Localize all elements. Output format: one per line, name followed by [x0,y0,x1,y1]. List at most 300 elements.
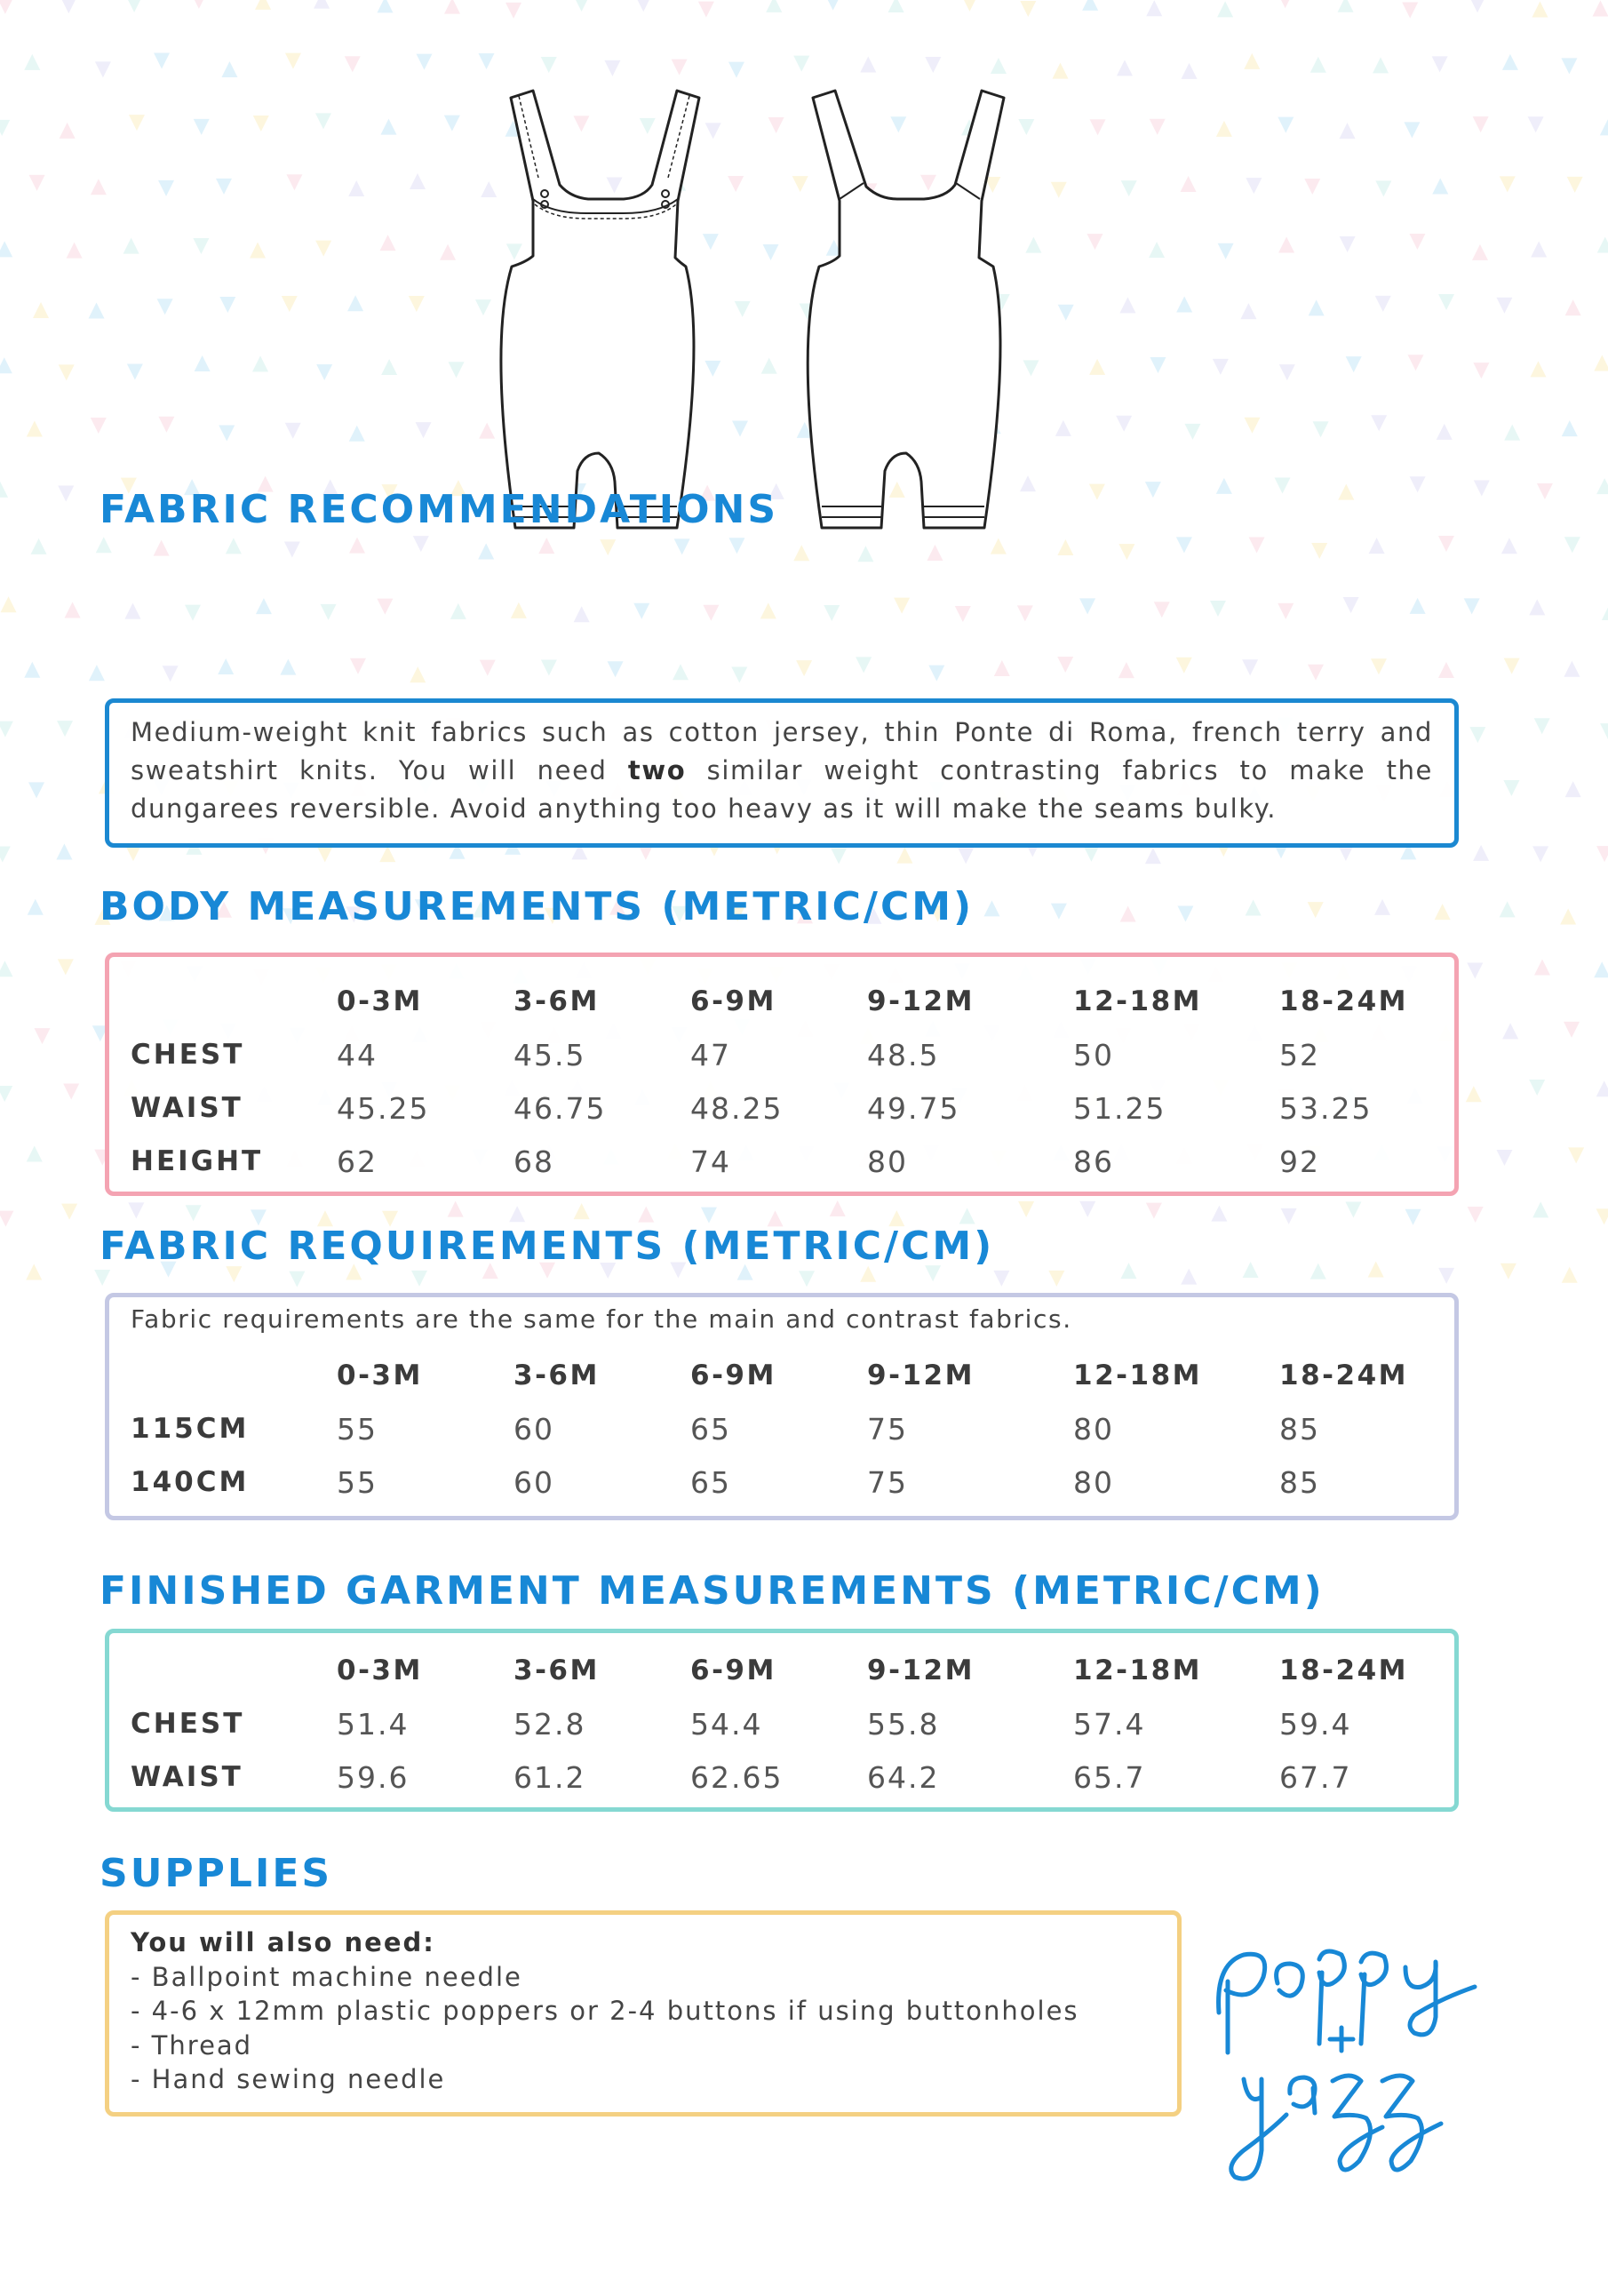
table-cell: 49.75 [867,1090,960,1126]
table-row [131,1081,1448,1135]
confetti-triangle [1502,1023,1518,1039]
confetti-triangle [1057,657,1073,673]
confetti-triangle [280,659,296,675]
confetti-triangle [350,658,366,674]
confetti-triangle [1121,180,1137,196]
confetti-triangle [1597,237,1608,253]
size-header: 3-6M [513,1654,600,1686]
confetti-triangle [1216,478,1232,494]
confetti-triangle [1564,1022,1580,1038]
confetti-triangle [31,538,47,554]
confetti-triangle [1245,418,1261,434]
confetti-triangle [377,599,393,615]
confetti-triangle [1154,602,1170,618]
table-cell: 65.7 [1073,1759,1146,1795]
confetti-triangle [348,180,364,196]
confetti-triangle [252,355,268,371]
row-label: CHEST [131,1039,245,1071]
fabric-requirements-table [131,1349,1448,1509]
size-header: 9-12M [867,1359,975,1391]
table-cell: 47 [690,1037,731,1072]
confetti-triangle [1373,57,1389,73]
confetti-triangle [250,243,266,259]
confetti-triangle [1432,56,1448,72]
confetti-triangle [1243,1262,1259,1278]
list-item: - Thread [131,2029,253,2061]
confetti-triangle [1278,237,1294,253]
confetti-triangle [1308,665,1324,681]
confetti-triangle [1279,364,1295,380]
table-cell: 67.7 [1279,1759,1352,1795]
confetti-triangle [1374,899,1390,915]
confetti-triangle [1246,899,1262,915]
confetti-triangle [1469,727,1485,743]
table-cell: 51.4 [337,1706,410,1742]
confetti-triangle [796,660,812,676]
confetti-triangle [216,179,232,195]
confetti-triangle [0,482,8,498]
confetti-triangle [124,603,140,619]
confetti-triangle [158,417,174,433]
confetti-triangle [1531,241,1547,257]
confetti-triangle [1340,123,1356,139]
confetti-triangle [0,961,12,977]
confetti-triangle [94,1270,110,1286]
confetti-triangle [1120,1263,1136,1279]
confetti-triangle [1410,476,1426,492]
confetti-triangle [608,661,624,677]
body-measurements-heading: BODY MEASUREMENTS (METRIC/CM) [100,884,975,929]
confetti-triangle [33,302,49,318]
confetti-triangle [1562,420,1578,436]
confetti-triangle [285,53,301,69]
confetti-triangle [541,660,557,676]
confetti-triangle [824,605,840,621]
confetti-triangle [1117,60,1133,76]
confetti-triangle [1338,484,1354,500]
confetti-triangle [1217,1,1233,17]
confetti-triangle [95,61,111,77]
confetti-triangle [856,657,872,673]
confetti-triangle [673,664,689,680]
confetti-triangle [860,57,876,73]
confetti-triangle [574,0,590,12]
confetti-triangle [409,296,425,312]
row-label: WAIST [131,1092,243,1124]
confetti-triangle [1275,477,1291,493]
confetti-triangle [129,115,145,131]
confetti-triangle [1375,180,1391,196]
confetti-triangle [993,1271,1009,1287]
confetti-triangle [961,0,977,12]
confetti-triangle [379,846,395,862]
confetti-triangle [1409,234,1425,250]
confetti-triangle [347,295,363,311]
confetti-triangle [1600,723,1608,739]
confetti-triangle [1473,116,1489,132]
confetti-triangle [1503,780,1519,796]
confetti-triangle [253,116,269,132]
confetti-triangle [123,238,139,254]
confetti-triangle [928,666,944,682]
table-cell: 75 [867,1464,908,1500]
confetti-triangle [1560,909,1576,925]
confetti-triangle [26,1264,42,1280]
confetti-triangle [1213,359,1229,375]
size-header: 6-9M [690,1654,776,1686]
confetti-triangle [1150,119,1166,135]
supplies-list [131,1925,1079,2097]
confetti-triangle [1438,662,1454,678]
confetti-triangle [505,3,521,19]
confetti-triangle [825,0,841,11]
confetti-triangle [413,536,429,552]
confetti-triangle [478,53,494,69]
confetti-triangle [925,57,941,73]
size-header: 0-3M [337,1359,423,1391]
table-cell: 45.5 [513,1037,586,1072]
table-cell: 50 [1073,1037,1114,1072]
confetti-triangle [1249,538,1265,554]
table-cell: 54.4 [690,1706,763,1742]
fabric-requirements-box [105,1293,1459,1520]
table-cell: 62 [337,1144,378,1179]
confetti-triangle [1176,658,1192,674]
confetti-triangle [672,60,688,76]
confetti-triangle [983,900,999,916]
confetti-triangle [0,0,13,14]
confetti-triangle [0,721,13,737]
confetti-triangle [1532,1201,1548,1217]
confetti-triangle [35,1028,51,1044]
fabric-recommendations-text: Medium-weight knit fabrics such as cotton jersey, thin Ponte di Roma, french terry and sweatshirt knits. You will need two similar weight contrasting fabrics to make the dungarees reversible. Avoid anything too heavy as it will make the seams bulky. [131,717,1433,824]
confetti-triangle [1079,1201,1095,1217]
confetti-triangle [1082,0,1098,11]
confetti-triangle [480,660,496,676]
confetti-triangle [1083,846,1099,862]
confetti-triangle [1593,1,1608,17]
confetti-triangle [1438,294,1454,310]
confetti-triangle [380,119,396,135]
size-header: 6-9M [690,1359,776,1391]
confetti-triangle [1309,299,1325,315]
confetti-triangle [185,605,201,621]
confetti-triangle [0,847,11,863]
confetti-triangle [1464,598,1480,614]
table-cell: 86 [1073,1144,1114,1179]
fabric-requirements-note: Fabric requirements are the same for the main and contrast fabrics. [131,1304,1072,1334]
fabric-requirements-heading: FABRIC REQUIREMENTS (METRIC/CM) [100,1224,995,1269]
size-header: 12-18M [1073,1359,1202,1391]
table-row [131,1135,1448,1188]
confetti-triangle [1340,236,1356,252]
confetti-triangle [731,666,747,682]
confetti-triangle [91,179,107,195]
table-cell: 80 [1073,1464,1114,1500]
confetti-triangle [226,538,242,554]
confetti-triangle [444,116,460,132]
confetti-triangle [1500,901,1516,917]
confetti-triangle [59,364,75,380]
confetti-triangle [315,113,331,129]
table-cell: 62.65 [690,1759,784,1795]
confetti-triangle [1496,298,1512,314]
confetti-triangle [1596,1208,1608,1224]
confetti-triangle [1368,1262,1384,1278]
confetti-triangle [760,602,776,618]
confetti-triangle [1596,478,1608,494]
confetti-triangle [1466,1086,1482,1102]
table-row [131,1402,1448,1455]
table-cell: 64.2 [867,1759,940,1795]
confetti-triangle [1596,1080,1608,1096]
table-cell: 51.25 [1073,1090,1166,1126]
confetti-triangle [1018,1201,1034,1217]
confetti-triangle [163,666,179,682]
confetti-triangle [1371,658,1387,674]
confetti-triangle [256,598,272,614]
confetti-triangle [1313,421,1329,437]
table-cell: 65 [690,1464,731,1500]
confetti-triangle [1244,53,1260,69]
list-item: - Hand sewing needle [131,2064,446,2094]
table-cell: 61.2 [513,1759,586,1795]
confetti-triangle [1184,424,1200,440]
confetti-triangle [28,899,44,915]
confetti-triangle [221,61,237,77]
table-cell: 46.75 [513,1090,607,1126]
confetti-triangle [1529,1080,1545,1096]
table-cell: 45.25 [337,1090,430,1126]
confetti-triangle [1600,119,1608,135]
confetti-triangle [27,421,43,437]
confetti-triangle [1502,54,1518,70]
body-measurements-table [131,975,1448,1188]
confetti-triangle [186,1205,202,1221]
confetti-triangle [289,1272,305,1288]
confetti-triangle [831,848,847,864]
table-cell: 75 [867,1411,908,1447]
confetti-triangle [91,418,107,434]
confetti-triangle [1375,296,1391,312]
confetti-triangle [0,1086,12,1102]
confetti-triangle [1468,1207,1484,1223]
confetti-triangle [317,846,333,862]
confetti-triangle [1532,1,1548,17]
confetti-triangle [29,175,45,191]
confetti-triangle [1182,63,1198,79]
confetti-triangle [1404,122,1420,138]
table-cell: 55 [337,1464,378,1500]
confetti-triangle [1177,906,1193,922]
confetti-triangle [1402,2,1418,18]
table-cell: 92 [1279,1144,1320,1179]
size-header: 18-24M [1279,1654,1408,1686]
table-row [131,1750,1448,1804]
confetti-triangle [1473,363,1489,379]
table-cell: 48.5 [867,1037,940,1072]
size-header: 0-3M [337,985,423,1017]
confetti-triangle [0,357,12,373]
size-header: 18-24M [1279,985,1408,1017]
confetti-triangle [1020,1,1036,17]
confetti-triangle [1240,303,1256,319]
table-row [131,1028,1448,1081]
confetti-triangle [157,299,173,315]
confetti-triangle [349,426,365,442]
confetti-triangle [509,1206,525,1222]
table-cell: 57.4 [1073,1706,1146,1742]
confetti-triangle [444,0,460,14]
confetti-triangle [1218,243,1234,259]
confetti-triangle [574,1203,590,1219]
confetti-triangle [194,119,210,135]
table-cell: 53.25 [1279,1090,1373,1126]
table-row [131,1455,1448,1509]
confetti-triangle [126,0,142,12]
confetti-triangle [1561,58,1577,74]
table-cell: 85 [1279,1464,1320,1500]
confetti-triangle [67,243,83,259]
table-cell: 48.25 [690,1090,784,1126]
confetti-triangle [1594,961,1608,977]
table-cell: 44 [337,1037,378,1072]
confetti-triangle [766,0,782,12]
size-header: 6-9M [690,985,776,1017]
confetti-triangle [282,296,298,312]
confetti-triangle [991,58,1007,74]
confetti-triangle [1467,963,1483,979]
size-header: 9-12M [867,985,975,1017]
confetti-triangle [1528,116,1544,132]
confetti-triangle [1596,846,1608,862]
table-cell: 68 [513,1144,554,1179]
confetti-triangle [1562,1267,1578,1283]
confetti-triangle [450,603,466,619]
confetti-triangle [1346,356,1362,372]
confetti-triangle [1473,845,1489,861]
confetti-triangle [154,52,170,68]
confetti-triangle [1529,599,1545,615]
confetti-triangle [1149,242,1165,258]
confetti-triangle [1405,1209,1421,1225]
confetti-triangle [1537,483,1553,499]
confetti-triangle [1304,179,1320,195]
confetti-triangle [28,782,44,798]
size-header: 12-18M [1073,985,1202,1017]
supplies-heading: SUPPLIES [100,1851,333,1896]
confetti-triangle [191,0,207,9]
confetti-triangle [255,0,271,10]
confetti-triangle [1343,597,1359,613]
table-cell: 60 [513,1464,554,1500]
confetti-triangle [1053,63,1069,79]
confetti-triangle [1432,178,1448,194]
finished-garment-box [105,1629,1459,1812]
confetti-triangle [27,1146,43,1162]
confetti-triangle [1308,902,1324,918]
body-measurements-box [105,953,1459,1196]
confetti-triangle [958,848,974,864]
confetti-triangle [799,1271,815,1287]
confetti-triangle [955,606,971,622]
size-header-row [131,1644,1448,1697]
confetti-triangle [888,0,904,12]
confetti-triangle [1568,1147,1584,1163]
table-cell: 55.8 [867,1706,940,1742]
confetti-triangle [345,56,361,72]
size-header: 3-6M [513,985,600,1017]
confetti-triangle [61,1204,77,1220]
confetti-triangle [286,174,302,190]
table-cell: 60 [513,1411,554,1447]
confetti-triangle [1534,718,1550,734]
fabric-recommendations-heading: FABRIC RECOMMENDATIONS [100,487,779,532]
finished-garment-heading: FINISHED GARMENT MEASUREMENTS (METRIC/CM) [100,1568,1325,1614]
confetti-triangle [1472,244,1488,260]
confetti-triangle [1496,1150,1512,1166]
list-item: - 4-6 x 12mm plastic poppers or 2-4 buttons if using buttonholes [131,1996,1079,2026]
confetti-triangle [63,1084,79,1100]
dungarees-front-view [501,91,699,528]
confetti-triangle [1210,601,1226,617]
confetti-triangle [349,538,365,554]
row-label: 115CM [131,1413,250,1445]
supplies-box [105,1910,1182,2117]
table-cell: 80 [1073,1411,1114,1447]
confetti-triangle [321,604,337,620]
confetti-triangle [0,241,12,257]
confetti-triangle [127,363,143,379]
confetti-triangle [1051,904,1067,920]
confetti-triangle [793,56,809,72]
confetti-triangle [1565,299,1581,315]
confetti-triangle [380,235,396,251]
confetti-triangle [1150,357,1166,373]
confetti-triangle [56,843,72,859]
confetti-triangle [541,57,557,73]
confetti-triangle [158,180,174,196]
finished-garment-table [131,1644,1448,1804]
confetti-triangle [896,848,912,864]
confetti-triangle [57,721,73,737]
confetti-triangle [0,1211,13,1227]
confetti-triangle [24,54,40,70]
confetti-triangle [96,537,112,553]
confetti-triangle [24,662,40,678]
confetti-triangle [315,241,331,257]
confetti-triangle [314,0,330,9]
confetti-triangle [1437,424,1453,440]
confetti-triangle [1278,603,1294,619]
confetti-triangle [195,355,211,371]
poppy-jazz-logo [1208,1928,1510,2221]
confetti-triangle [1145,482,1161,498]
confetti-triangle [65,602,81,618]
fabric-recommendations-box [105,698,1459,848]
confetti-triangle [89,665,105,681]
size-header: 0-3M [337,1654,423,1686]
confetti-triangle [1602,604,1608,620]
confetti-triangle [1278,117,1294,133]
confetti-triangle [193,238,209,254]
size-header: 18-24M [1279,1359,1408,1391]
confetti-triangle [1532,846,1548,862]
confetti-triangle [1120,906,1136,922]
confetti-triangle [285,423,301,439]
table-cell: 59.6 [337,1759,410,1795]
confetti-triangle [1410,598,1426,614]
